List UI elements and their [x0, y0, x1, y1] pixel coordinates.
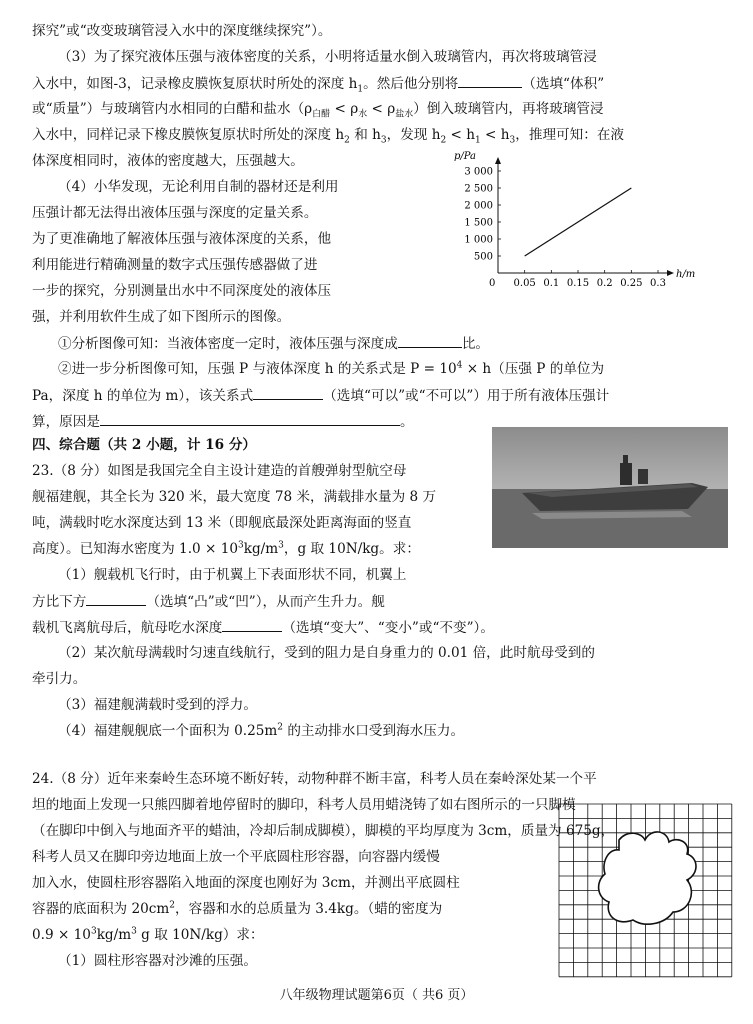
text-line: （1）圆柱形容器对沙滩的压强。	[58, 953, 257, 969]
answer-blank[interactable]	[398, 334, 462, 348]
y-tick-label: 500	[473, 251, 493, 263]
text-line: Pa，深度 h 的单位为 m），该关系式 （选填“可以”或“不可以”）用于所有液体压强计	[32, 388, 610, 404]
text-line: 吨，满载时吃水深度达到 13 米（即舰底最深处距离海面的竖直	[32, 515, 412, 531]
x-tick-label: 0.1	[543, 278, 560, 289]
x-tick-label: 0.25	[620, 278, 643, 289]
text-line: 舰福建舰，其全长为 320 米，最大宽度 78 米，满载排水量为 8 万	[32, 489, 437, 505]
answer-blank[interactable]	[458, 74, 522, 88]
text-line: （在脚印中倒入与地面齐平的蜡油，冷却后制成脚模），脚模的平均厚度为 3cm，质量为 675g，	[32, 823, 615, 839]
text-line: 容器的底面积为 $20cm^2$，容器和水的总质量为 3.4kg。（蜡的密度为	[32, 900, 443, 917]
section-heading: 四、综合题（共 2 小题，计 16 分）	[32, 437, 257, 453]
text-line: 牵引力。	[32, 671, 87, 687]
text-line: 强，并利用软件生成了如下图所示的图像。	[32, 309, 291, 325]
text-line: 科考人员又在脚印旁边地面上放一个平底圆柱形容器，向容器内缓慢	[32, 849, 440, 865]
paw-print-outline	[599, 832, 696, 924]
text-line: 算，原因是 。	[32, 414, 414, 430]
text-line: 利用能进行精确测量的数字式压强传感器做了进	[32, 257, 318, 273]
text-line: 入水中，同样记录下橡皮膜恢复原状时所处的深度 $h_2$ 和 $h_3$，发现 $h_2 < h_1 < h_3$，推理可知：在液	[32, 127, 625, 146]
x-axis-arrow	[667, 270, 674, 276]
text-line: 加入水，使圆柱形容器陷入地面的深度也刚好为 3cm，并测出平底圆柱	[32, 875, 460, 891]
y-tick-label: 1 000	[464, 234, 493, 246]
answer-blank[interactable]	[86, 592, 146, 606]
data-line	[525, 188, 632, 256]
x-tick-label: 0.05	[513, 278, 536, 289]
text-line: 入水中，如图-3，记录橡皮膜恢复原状时所处的深度 $h_1$。然后他分别将 （选填“体积”	[32, 76, 605, 95]
text-line: 坦的地面上发现一只熊四脚着地停留时的脚印，科考人员用蜡浇铸了如右图所示的一只脚模	[32, 797, 576, 813]
text-line: （4）福建舰舰底一个面积为 $0.25m^2$ 的主动排水口受到海水压力。	[58, 722, 465, 739]
origin-label: 0	[489, 278, 496, 289]
text-line: （1）舰载机飞行时，由于机翼上下表面形状不同，机翼上	[58, 567, 407, 583]
y-tick-label: 2 500	[464, 183, 493, 195]
answer-blank[interactable]	[222, 618, 282, 632]
text-line: 体深度相同时，液体的密度越大，压强越大。	[32, 153, 304, 169]
x-tick-label: 0.3	[650, 278, 666, 289]
text-line: $0.9 \times 10^3kg/m^3$ g 取 10N/kg）求：	[32, 926, 264, 943]
text-line: ②进一步分析图像可知，压强 P 与液体深度 h 的关系式是 $P = 10^4 \times h$（压强 P 的单位为	[58, 360, 605, 377]
text-line: 高度）。已知海水密度为 $1.0 \times 10^3kg/m^3$，g 取 10N/kg。求：	[32, 540, 420, 557]
text-line: 方比下方 （选填“凸”或“凹”），从而产生升力。舰	[32, 594, 385, 610]
text-line: 一步的探究，分别测量出水中不同深度处的液体压	[32, 283, 332, 299]
text-line: （3）为了探究液体压强与液体密度的关系，小明将适量水倒入玻璃管内，再次将玻璃管浸	[58, 49, 597, 65]
text-line: （3）福建舰满载时受到的浮力。	[58, 697, 257, 713]
page-footer: 八年级物理试题第6页（ 共6 页）	[279, 988, 474, 1003]
text-line: 24.（8 分）近年来秦岭生态环境不断好转，动物种群不断丰富，科考人员在秦岭深处某一个平	[32, 771, 597, 787]
text-line: 载机飞离航母后，航母吃水深度 （选填“变大”、“变小”或“不变”）。	[32, 620, 494, 636]
y-axis-arrow	[495, 157, 501, 164]
y-tick-label: 2 000	[464, 200, 493, 212]
x-tick-label: 0.2	[596, 278, 613, 289]
text-line: ①分析图像可知：当液体密度一定时，液体压强与深度成 比。	[58, 336, 490, 352]
pressure-depth-chart	[436, 151, 696, 294]
x-tick-label: 0.15	[566, 278, 590, 289]
answer-blank[interactable]	[253, 386, 323, 400]
x-axis-label: h/m	[676, 269, 696, 280]
text-line: 探究”或“改变玻璃管浸入水中的深度继续探究”）。	[32, 23, 332, 39]
text-line: 或“质量”）与玻璃管内水相同的白醋和盐水$(\rho_{白醋} < \rho_水 < \rho_{盐水})$倒入玻璃管内，再将玻璃管浸	[32, 101, 604, 120]
text-line: 23.（8 分）如图是我国完全自主设计建造的首艘弹射型航空母	[32, 463, 407, 479]
y-tick-label: 3 000	[464, 166, 493, 178]
text-line: （2）某次航母满载时匀速直线航行，受到的阻力是自身重力的 0.01 倍，此时航母受到的	[58, 645, 595, 661]
aircraft-carrier-photo	[492, 427, 728, 548]
text-line: 压强计都无法得出液体压强与深度的定量关系。	[32, 205, 318, 221]
answer-blank[interactable]	[100, 412, 400, 426]
y-axis-label: p/Pa	[454, 151, 477, 162]
y-tick-label: 1 500	[464, 217, 493, 229]
text-line: （4）小华发现，无论利用自制的器材还是利用	[58, 179, 339, 195]
text-line: 为了更准确地了解液体压强与液体深度的关系，他	[32, 231, 332, 247]
footprint-grid-figure	[557, 802, 735, 974]
